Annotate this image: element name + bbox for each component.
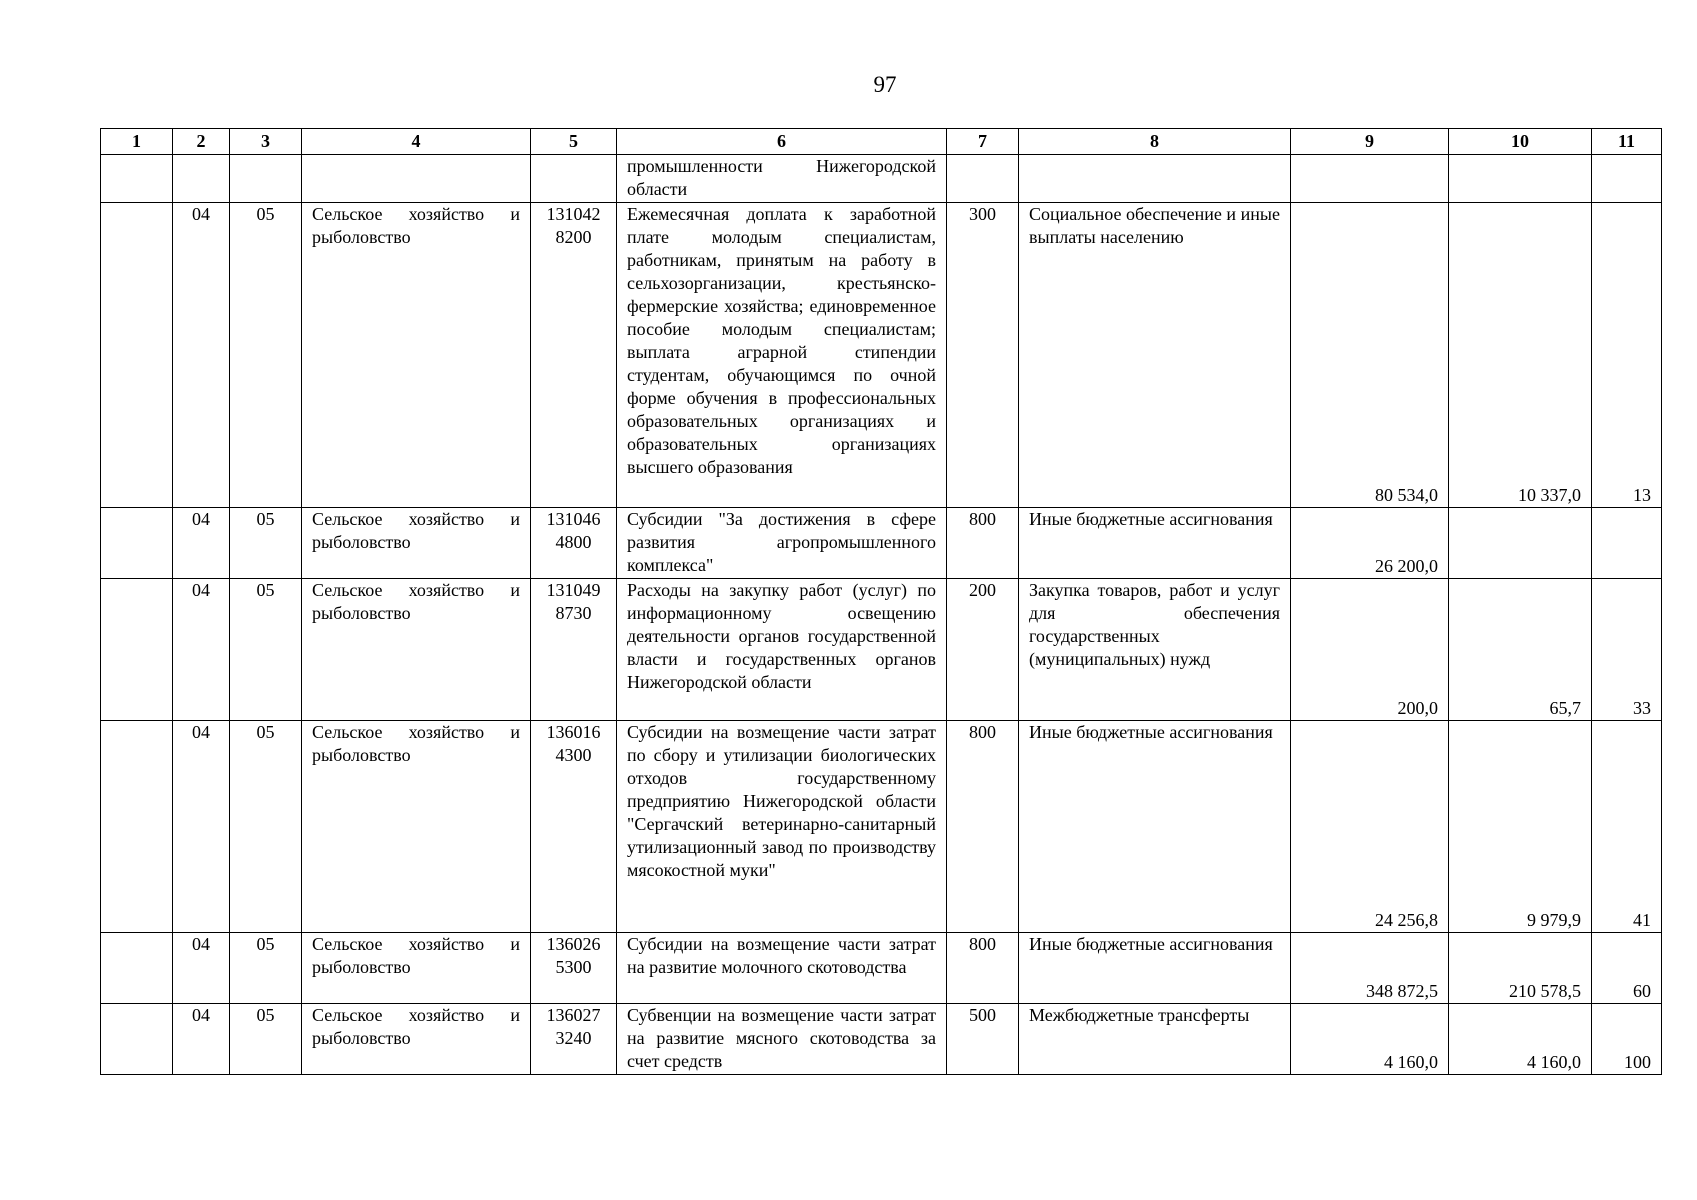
cell-subsection: 05 — [230, 933, 302, 1004]
cell-expense-type-name: Иные бюджетные ассигнования — [1019, 721, 1291, 933]
cell-amount-actual: 65,7 — [1449, 579, 1592, 721]
column-header-5: 5 — [531, 129, 617, 155]
cell-subsection: 05 — [230, 508, 302, 579]
cell-section-name: Сельское хозяйство и рыболовство — [302, 203, 531, 508]
cell-percent: 60 — [1592, 933, 1662, 1004]
cell-section-name: Сельское хозяйство и рыболовство — [302, 933, 531, 1004]
cell-amount-plan: 348 872,5 — [1291, 933, 1449, 1004]
header-row — [101, 129, 1662, 155]
cell-percent: 100 — [1592, 1004, 1662, 1075]
table-row — [101, 508, 1662, 579]
cell-section-name — [302, 155, 531, 203]
cell-target-name: Ежемесячная доплата к заработной плате молодым специалистам, работникам, принятым на работу в сельхозорганизации, крестьянско-фермерские хозяйства; единовременное пособие молодым специалистам; выплата аграрной стипендии студентам, обучающимся по очной форме обучения в профессиональных образовательных организациях и образовательных организациях высшего образования — [617, 203, 947, 508]
cell-percent: 13 — [1592, 203, 1662, 508]
cell-amount-actual — [1449, 508, 1592, 579]
cell-percent: 41 — [1592, 721, 1662, 933]
cell-expense-type — [947, 155, 1019, 203]
column-header-8: 8 — [1019, 129, 1291, 155]
cell-amount-plan: 80 534,0 — [1291, 203, 1449, 508]
column-header-6: 6 — [617, 129, 947, 155]
cell-amount-plan: 4 160,0 — [1291, 1004, 1449, 1075]
page-number: 97 — [873, 72, 897, 97]
cell-expense-type: 800 — [947, 721, 1019, 933]
cell-target-name: Субсидии "За достижения в сфере развития агропромышленного комплекса" — [617, 508, 947, 579]
cell-target-name: промышленности Нижегородской области — [617, 155, 947, 203]
cell-section: 04 — [173, 721, 230, 933]
table-row — [101, 721, 1662, 933]
table-row — [101, 203, 1662, 508]
cell-col1 — [101, 508, 173, 579]
cell-expense-type: 800 — [947, 508, 1019, 579]
cell-subsection: 05 — [230, 1004, 302, 1075]
cell-amount-actual: 210 578,5 — [1449, 933, 1592, 1004]
cell-amount-plan — [1291, 155, 1449, 203]
column-header-10: 10 — [1449, 129, 1592, 155]
cell-expense-type-name: Закупка товаров, работ и услуг для обеспечения государственных (муниципальных) нужд — [1019, 579, 1291, 721]
cell-section: 04 — [173, 1004, 230, 1075]
cell-col1 — [101, 579, 173, 721]
table-row — [101, 155, 1662, 203]
cell-expense-type-name: Социальное обеспечение и иные выплаты населению — [1019, 203, 1291, 508]
cell-amount-plan: 24 256,8 — [1291, 721, 1449, 933]
cell-col1 — [101, 155, 173, 203]
cell-expense-type-name: Иные бюджетные ассигнования — [1019, 933, 1291, 1004]
column-header-3: 3 — [230, 129, 302, 155]
cell-section: 04 — [173, 508, 230, 579]
cell-amount-actual — [1449, 155, 1592, 203]
cell-subsection — [230, 155, 302, 203]
cell-target-code — [531, 155, 617, 203]
cell-target-code: 131046 4800 — [531, 508, 617, 579]
cell-section-name: Сельское хозяйство и рыболовство — [302, 579, 531, 721]
cell-target-code: 136027 3240 — [531, 1004, 617, 1075]
cell-subsection: 05 — [230, 721, 302, 933]
cell-target-code: 136016 4300 — [531, 721, 617, 933]
cell-section: 04 — [173, 203, 230, 508]
cell-expense-type-name — [1019, 155, 1291, 203]
cell-expense-type: 800 — [947, 933, 1019, 1004]
cell-section-name: Сельское хозяйство и рыболовство — [302, 721, 531, 933]
cell-target-name: Расходы на закупку работ (услуг) по информационному освещению деятельности органов государственной власти и государственных органов Нижегородской области — [617, 579, 947, 721]
table-row — [101, 579, 1662, 721]
cell-col1 — [101, 1004, 173, 1075]
cell-percent: 33 — [1592, 579, 1662, 721]
cell-expense-type: 200 — [947, 579, 1019, 721]
cell-section-name: Сельское хозяйство и рыболовство — [302, 508, 531, 579]
cell-amount-actual: 10 337,0 — [1449, 203, 1592, 508]
cell-subsection: 05 — [230, 203, 302, 508]
column-header-9: 9 — [1291, 129, 1449, 155]
cell-percent — [1592, 155, 1662, 203]
cell-percent — [1592, 508, 1662, 579]
table-row — [101, 1004, 1662, 1075]
cell-expense-type-name: Межбюджетные трансферты — [1019, 1004, 1291, 1075]
cell-expense-type-name: Иные бюджетные ассигнования — [1019, 508, 1291, 579]
cell-amount-plan: 200,0 — [1291, 579, 1449, 721]
cell-expense-type: 300 — [947, 203, 1019, 508]
cell-subsection: 05 — [230, 579, 302, 721]
cell-col1 — [101, 721, 173, 933]
cell-section: 04 — [173, 579, 230, 721]
column-header-1: 1 — [101, 129, 173, 155]
cell-target-name: Субсидии на возмещение части затрат по сбору и утилизации биологических отходов государственному предприятию Нижегородской области "Сергачский ветеринарно-санитарный утилизационный завод по производству мясокостной муки" — [617, 721, 947, 933]
cell-section: 04 — [173, 933, 230, 1004]
table-row — [101, 933, 1662, 1004]
cell-col1 — [101, 933, 173, 1004]
budget-table — [100, 128, 1662, 1075]
cell-expense-type: 500 — [947, 1004, 1019, 1075]
cell-target-name: Субвенции на возмещение части затрат на развитие мясного скотоводства за счет средств — [617, 1004, 947, 1075]
column-header-7: 7 — [947, 129, 1019, 155]
cell-col1 — [101, 203, 173, 508]
column-header-2: 2 — [173, 129, 230, 155]
cell-target-code: 131049 8730 — [531, 579, 617, 721]
column-header-4: 4 — [302, 129, 531, 155]
cell-target-code: 136026 5300 — [531, 933, 617, 1004]
column-header-11: 11 — [1592, 129, 1662, 155]
cell-target-name: Субсидии на возмещение части затрат на развитие молочного скотоводства — [617, 933, 947, 1004]
cell-amount-plan: 26 200,0 — [1291, 508, 1449, 579]
cell-section-name: Сельское хозяйство и рыболовство — [302, 1004, 531, 1075]
cell-section — [173, 155, 230, 203]
cell-amount-actual: 4 160,0 — [1449, 1004, 1592, 1075]
cell-target-code: 131042 8200 — [531, 203, 617, 508]
cell-amount-actual: 9 979,9 — [1449, 721, 1592, 933]
